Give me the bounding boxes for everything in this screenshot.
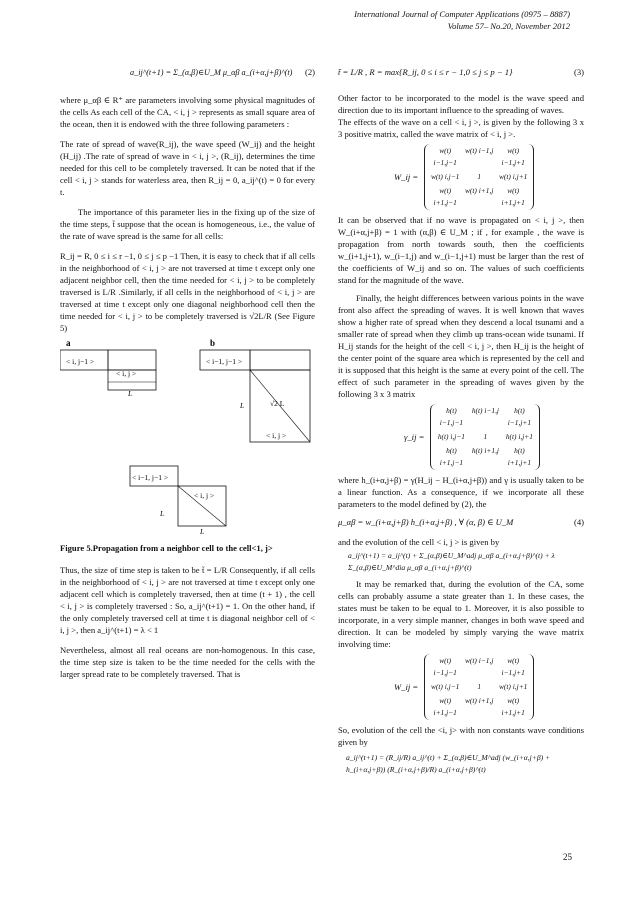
gamma-matrix-label: γ_ij = — [404, 432, 425, 442]
matrix-cell: h(t) i,j+1 — [505, 432, 533, 441]
wave-matrix — [424, 144, 534, 210]
label-c-i-1-j-1: < i−1, j−1 > — [132, 473, 169, 482]
matrix-cell: h(t) i−1,j+1 — [507, 406, 532, 427]
equation-4 — [338, 516, 584, 536]
paragraph-h-def: where h_(i+α,j+β) = γ(H_ij − H_(i+α,j+β)) and γ is usually taken to be a linear function. As a consequence, if we incorporate all these parameters to the model defined by (2), the — [338, 475, 584, 509]
equation-6-text: a_ij^(t+1) = (R_ij/R) a_ij^(t) + Σ_(α,β)∈U_M^adj (w_(i+α,j+β) + h_(i+α,j+β)) (R_(i+α,j+β)/R) a_(i+α,j+β)^(t) — [346, 753, 551, 774]
label-L-c2: L — [200, 527, 205, 536]
journal-volume: Volume 57– No.20, November 2012 — [447, 21, 570, 31]
paragraph-remark: It may be remarked that, during the evolution of the CA, some cells can probably assume a state greater than 1. In these cases, the states must be taken to be equal to 1. Moreover, it is also possible to incorporate, in a very simple manner, changes in both wave speed and direction. It can be modeled by simply varying the wave matrix involving time: — [338, 579, 584, 649]
matrix-cell: w(t) i−1,j+1 — [501, 146, 525, 167]
matrix-cell: h(t) i,j−1 — [437, 432, 465, 441]
wave-matrix-block — [394, 144, 584, 210]
label-L-b: L — [240, 401, 245, 410]
paragraph-nonconstant: So, evolution of the cell the <i, j> with non constants wave conditions given by — [338, 725, 584, 747]
paragraph-wave-speed: Other factor to be incorporated to the model is the wave speed and direction due to its important influence to the spreading of waves. — [338, 93, 584, 115]
matrix-cell: w(t) i,j+1 — [498, 172, 528, 181]
paragraph-params: where μ_αβ ∈ R⁺ are parameters involving some physical magnitudes of the cells As each cell of the CA, < i, j > represents as small square area of the ocean, then it is endowed with the three following parameters : — [60, 95, 315, 129]
matrix-cell: w(t) i,j−1 — [430, 172, 460, 181]
journal-header — [354, 8, 570, 32]
matrix-cell: h(t) i−1,j−1 — [439, 406, 464, 427]
equation-3 — [338, 66, 584, 92]
cell-center — [108, 350, 156, 370]
matrix-cell: w(t) i−1,j — [464, 146, 494, 155]
equation-2 — [130, 66, 315, 92]
paragraph-wave-matrix: The effects of the wave on a cell < i, j >, is given by the following 3 x 3 positive matrix, called the wave matrix of < i, j >. — [338, 117, 584, 139]
matrix-cell: w(t) i−1,j — [464, 656, 494, 665]
gamma-matrix-block — [404, 404, 584, 470]
figure-5-caption: Figure 5.Propagation from a neighbor cell to the cell<1, j> — [60, 543, 273, 553]
equation-5 — [348, 550, 584, 574]
matrix-cell: w(t) i+1,j — [464, 186, 494, 195]
equation-4-text: μ_αβ = w_(i+α,j+β) h_(i+α,j+β) , ∀ (α, β) ∈ U_M — [338, 517, 514, 527]
equation-3-number: (3) — [573, 67, 584, 77]
cell-top-right — [250, 350, 310, 370]
matrix-cell: 1 — [483, 432, 488, 441]
paragraph-height: Finally, the height differences between various points in the wave front also affect the spreading of waves. It is well known that waves show a higher rate of spread when they descend a local tsunami and a smaller rate of spread when they climb up trans-ocean wide tsunami. If H_ij stands for the height of the cell < i, j >, then H_ij is the height of the center point of the square area which is represented by the cell and it is supposed that this height is the same at every point of the cell. The effect of such parameter in the spreading of waves given by the following 3 x 3 matrix — [338, 293, 584, 399]
equation-5-text: a_ij^(t+1) = a_ij^(t) + Σ_(α,β)∈U_M^adj μ_αβ a_(i+α,j+β)^(t) + λ Σ_(α,β)∈U_M^dia μ_αβ a_(i+α,j+β)^(t) — [348, 551, 555, 572]
matrix-cell: w(t) i+1,j+1 — [501, 186, 525, 207]
label-L-a: L — [128, 389, 133, 398]
equation-6 — [346, 752, 584, 776]
matrix-cell: 1 — [477, 682, 482, 691]
matrix-cell: 1 — [477, 172, 482, 181]
label-i-j: < i, j > — [116, 369, 137, 378]
matrix-cell: w(t) i,j+1 — [498, 682, 528, 691]
right-column — [338, 66, 584, 776]
wave-matrix-time — [424, 654, 534, 720]
paragraph-nonhomogeneous: Nevertheless, almost all real oceans are non-homogenous. In this case, the time step size is taken to be the time needed for the cells with the larger spread rate to be completely traversed. That is — [60, 645, 315, 679]
equation-3-text: t̃ = L/R , R = max{R_ij, 0 ≤ i ≤ r − 1,0 ≤ j ≤ p − 1} — [338, 67, 513, 77]
matrix-cell: w(t) i−1,j−1 — [433, 656, 457, 677]
matrix-cell: w(t) i,j−1 — [430, 682, 460, 691]
matrix-cell: w(t) i−1,j+1 — [501, 656, 525, 677]
paragraph-importance: The importance of this parameter lies in the fixing up of the size of the time steps, t̃ suppose that the ocean is homogeneous, i.e., the value of the rate of wave spread is the same for all cells: — [60, 207, 315, 241]
matrix-cell: w(t) i+1,j — [464, 696, 494, 705]
figure-5 — [60, 338, 315, 536]
wave-matrix-time-label: W_ij = — [394, 682, 419, 692]
label-sqrt2L: √2 L — [270, 399, 285, 408]
equation-4-number: (4) — [573, 517, 584, 527]
matrix-cell: h(t) i+1,j−1 — [439, 446, 464, 467]
label-c-i-j: < i, j > — [194, 491, 215, 500]
matrix-cell: h(t) i+1,j+1 — [507, 446, 532, 467]
page-number: 25 — [563, 852, 572, 862]
wave-matrix-label: W_ij = — [394, 172, 419, 182]
matrix-cell: h(t) i−1,j — [471, 406, 499, 415]
figure-5-diagram — [60, 338, 315, 536]
equation-2-text: a_ij^(t+1) = Σ_(α,β)∈U_M μ_αβ a_(i+α,j+β)^(t) — [130, 68, 293, 77]
label-L-c1: L — [160, 509, 165, 518]
matrix-cell: w(t) i+1,j−1 — [433, 186, 457, 207]
matrix-cell: w(t) i−1,j−1 — [433, 146, 457, 167]
panel-a-label: a — [66, 338, 71, 348]
paragraph-homogeneous: R_ij = R, 0 ≤ i ≤ r −1, 0 ≤ j ≤ p −1 Then, it is easy to check that if all cells in the neighborhood of < i, j > are not traversed at time t except only one adjacent neighbor cell, then the time needed for < i, j > to be completely traversed is L/R .Similarly, if all cells in the neighborhood of < i, j > are traversed at time t except only one diagonal neighborhood cell then the time needed for < i, j > to be completely traversed is √2L/R (See Figure 5) — [60, 251, 315, 333]
label-b-i-j: < i, j > — [266, 431, 287, 440]
matrix-cell: h(t) i+1,j — [471, 446, 499, 455]
matrix-cell: w(t) i+1,j+1 — [501, 696, 525, 717]
panel-b-label: b — [210, 338, 216, 348]
label-b-i-1-j-1: < i−1, j−1 > — [206, 357, 243, 366]
wave-matrix-time-block — [394, 654, 584, 720]
gamma-matrix — [430, 404, 540, 470]
paragraph-time-step: Thus, the size of time step is taken to be t̃ = L/R Consequently, if all cells in the neighborhood of < i, j > are not traversed at time t except only one adjacent cell which is completely traversed, then at time (t + 1) , the cell < i, j > is completely traversed : So, a_ij^(t+1) = 1. On the other hand, if the only completely traversed cell at time t is diagonal neighbor cell of < i, j >, then a_ij^(t+1) = λ < 1 — [60, 565, 315, 635]
equation-2-number: (2) — [304, 67, 315, 77]
matrix-cell: w(t) i+1,j−1 — [433, 696, 457, 717]
left-column — [60, 66, 315, 680]
paragraph-evolution: and the evolution of the cell < i, j > is given by — [338, 537, 500, 547]
paragraph-rate: The rate of spread of wave(R_ij), the wave speed (W_ij) and the height (H_ij) .The rate of spread of wave in < i, j >, (R_ij), determines the time needed for this cell to be completely traversed. It can be noted that if the cell < i, j > stands for waterless area, then R_ij = 0, a_ij^(t) = 0 for every t. — [60, 139, 315, 197]
paragraph-no-wave: It can be observed that if no wave is propagated on < i, j >, then W_(i+α,j+β) = 1 with (α,β) ∈ U_M ; if , for example , the wave is propagation from north towards south, then the coefficients w_(i+1,j+1), w_(i−1,j) and w_(i−1,j+1) must be larger than the rest of the coefficients of W_ij and so on. The values of such coefficients stand for the magnitude of the wave. — [338, 215, 584, 285]
label-i-j-1: < i, j−1 > — [66, 357, 95, 366]
journal-title: International Journal of Computer Applications (0975 – 8887) — [354, 9, 570, 19]
